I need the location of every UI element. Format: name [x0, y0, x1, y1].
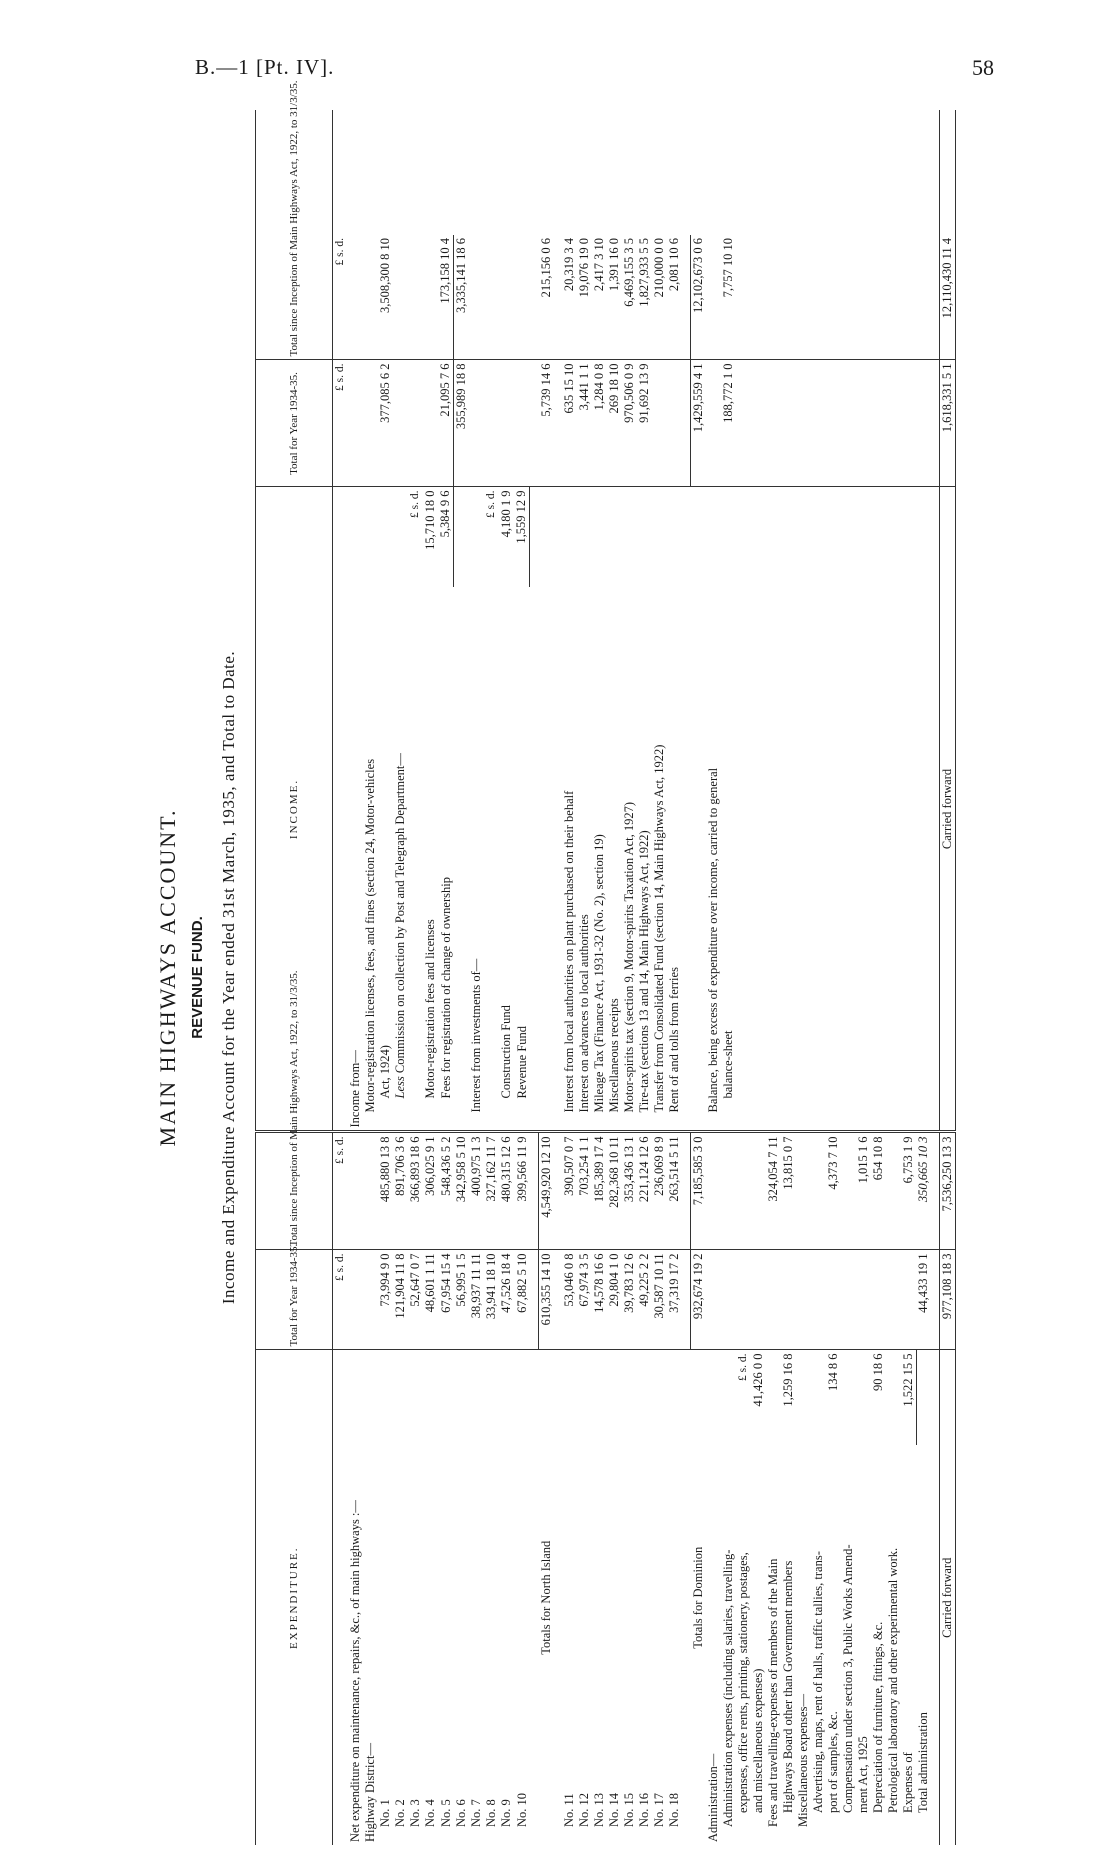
income-line-year: 635 15 10 [562, 360, 577, 487]
table-row [811, 110, 826, 1845]
inc-carried-forward-year: 1,618,331 5 1 [940, 360, 956, 487]
page-number: 58 [972, 55, 994, 80]
district-year: 53,046 0 8 [562, 1250, 577, 1350]
income-line-since: 6,469,155 3 5 [622, 235, 637, 360]
district-label: No. 2 [393, 1799, 407, 1827]
district-year: 56,995 1 5 [454, 1250, 470, 1350]
district-label: No. 4 [423, 1799, 437, 1827]
district-label: No. 1 [378, 1799, 392, 1827]
admin-fees-line1: Fees and travelling-expenses of members of the Main [765, 1558, 780, 1827]
advertising-line1: Advertising, maps, rent of halls, traffic tallies, trans- [810, 1551, 825, 1813]
motor-vehicles-year: 377,085 6 2 [378, 360, 393, 487]
income-line-label: Interest on advances to local authorities [577, 487, 592, 1132]
income-header: INCOME. [256, 487, 333, 1132]
balance-line2: balance-sheet [721, 487, 736, 1132]
district-since: 236,069 8 9 [652, 1132, 667, 1250]
spacer-row [554, 110, 562, 1845]
commission-amount: 15,710 18 0 [423, 490, 437, 550]
admin-salaries-line2: expenses, office rents, printing, stationery, postages, [735, 1552, 750, 1813]
motor-vehicles-line1: Motor-registration licenses, fees, and fines (section 24, Motor-vehicles [363, 487, 378, 1132]
district-label: No. 5 [438, 1799, 453, 1827]
district-label: No. 7 [469, 1799, 483, 1827]
commission-label: Motor-registration fees and licenses [423, 587, 438, 1132]
fund-subtitle: REVENUE FUND. [189, 916, 206, 1039]
less-commission-line [393, 487, 408, 1132]
district-year: 52,647 0 7 [408, 1250, 423, 1350]
commission-label: Fees for registration of change of ownership [438, 587, 454, 1132]
admin-salaries-amount: 41,426 0 0 [750, 1353, 765, 1407]
income-line-label: Tire-tax (sections 13 and 14, Main Highways Act, 1922) [637, 487, 652, 1132]
table-row [826, 110, 841, 1845]
table-row [348, 110, 363, 1845]
admin-total-since: 350,665 10 3 [916, 1132, 931, 1250]
dominion-total-year: 932,674 19 2 [690, 1250, 706, 1350]
district-label: No. 17 [651, 1792, 666, 1827]
fund-amount: 1,559 12 9 [514, 487, 530, 587]
table-row [592, 110, 607, 1845]
table-row [538, 110, 554, 1845]
money-units: £ s. d. [333, 360, 349, 487]
income-line-year [652, 360, 667, 487]
district-label: No. 11 [561, 1793, 576, 1827]
district-label: No. 13 [591, 1792, 606, 1827]
admin-heading: Administration— [705, 1753, 720, 1842]
table-row [841, 110, 856, 1845]
district-label: No. 14 [606, 1792, 621, 1827]
income-line-label: Mileage Tax (Finance Act, 1931-32 (No. 2), section 19) [592, 487, 607, 1132]
exp-carried-forward-since: 7,536,250 13 3 [940, 1132, 956, 1250]
income-line-since: 210,000 0 0 [652, 235, 667, 360]
spacer-row [682, 110, 691, 1845]
motor-vehicles-line2: Act, 1924) [378, 487, 393, 1132]
income-line-since: 20,319 3 4 [562, 235, 577, 360]
account-caption: Income and Expenditure Account for the Year ended 31st March, 1935, and Total to Date. [219, 650, 238, 1305]
admin-fees-since: 13,815 0 7 [781, 1132, 796, 1250]
table-row [514, 110, 530, 1845]
income-line-year: 1,284 0 8 [592, 360, 607, 487]
expenditure-intro: Net expenditure on maintenance, repairs, &c., of main highways :— [348, 1500, 362, 1842]
dominion-total-label: Totals for Dominion [690, 1546, 705, 1649]
table-row [393, 110, 408, 1845]
money-units: £ s. d. [333, 235, 349, 360]
money-units: £ s. d. [333, 1132, 349, 1250]
district-since: 400,975 1 3 [469, 1132, 484, 1250]
income-from-label: Income from— [348, 487, 363, 1132]
admin-combined-since: 324,054 7 11 [766, 1132, 781, 1250]
exp-since-header: Total since Inception of Main Highways Act, 1922, to 31/3/35. [256, 1132, 333, 1250]
table-row [856, 110, 871, 1845]
commission-total-year: 21,095 7 6 [438, 360, 454, 487]
inc-carried-forward-since: 12,110,430 11 4 [940, 235, 956, 360]
table-row [916, 110, 931, 1845]
petrological-since: 6,753 1 9 [901, 1132, 917, 1250]
less-prefix: Less [393, 1076, 407, 1099]
table-row [408, 110, 423, 1845]
admin-fees-line2: Highways Board other than Government members [780, 1560, 795, 1813]
district-since: 548,436 5 2 [438, 1132, 454, 1250]
district-year: 67,974 3 5 [577, 1250, 592, 1350]
admin-total-label: Total administration [916, 1712, 930, 1813]
table-row [751, 110, 766, 1845]
table-row [454, 110, 470, 1845]
compensation-line1: Compensation under section 3, Public Works Amend- [840, 1544, 855, 1813]
admin-salaries-line3: and miscellaneous expenses) [750, 1668, 765, 1813]
income-line-year [667, 360, 682, 487]
income-line-year: 91,692 13 9 [637, 360, 652, 487]
petrological-line2: Expenses of [901, 1752, 915, 1813]
table-row [886, 110, 901, 1845]
petrological-line1: Petrological laboratory and other experimental work. [885, 1547, 900, 1813]
account-title: MAIN HIGHWAYS ACCOUNT. [155, 808, 180, 1147]
district-label: No. 16 [636, 1792, 651, 1827]
income-line-since: 19,076 19 0 [577, 235, 592, 360]
less-text: Commission on collection by Post and Telegraph Department— [393, 753, 407, 1074]
balance-year: 188,772 1 0 [721, 360, 736, 487]
fund-label: Revenue Fund [514, 587, 530, 1132]
district-since: 399,566 11 9 [514, 1132, 530, 1250]
district-since: 703,254 1 1 [577, 1132, 592, 1250]
district-since: 342,958 5 10 [454, 1132, 470, 1250]
district-label: No. 18 [666, 1792, 681, 1827]
income-subtotal-year: 1,429,559 4 1 [690, 360, 706, 487]
north-total-since: 4,549,920 12 10 [538, 1132, 554, 1250]
district-since: 185,389 17 4 [592, 1132, 607, 1250]
advertising-since: 4,373 7 10 [826, 1132, 841, 1250]
table-row [736, 110, 751, 1845]
page-header [195, 55, 994, 85]
money-units: £ s. d. [485, 490, 497, 518]
district-year: 37,319 17 2 [667, 1250, 682, 1350]
account-table [255, 80, 956, 1845]
table-row [438, 110, 454, 1845]
north-total-year: 610,355 14 10 [538, 1250, 554, 1350]
district-label: No. 10 [514, 1792, 529, 1827]
district-year: 14,578 16 6 [592, 1250, 607, 1350]
district-year: 38,937 11 11 [469, 1250, 484, 1350]
income-line-year: 3,441 1 1 [577, 360, 592, 487]
investments-label: Interest from investments of— [469, 487, 484, 1132]
table-row [706, 110, 721, 1845]
inc-year-header: Total for Year 1934-35. [256, 360, 333, 487]
exp-year-header: Total for Year 1934-35. [256, 1250, 333, 1350]
table-row [940, 110, 956, 1845]
commission-amount: 5,384 9 6 [438, 487, 454, 587]
fund-amount: 4,180 1 9 [499, 490, 513, 538]
table-row [378, 110, 393, 1845]
income-line-label: Interest from local authorities on plant purchased on their behalf [562, 487, 577, 1132]
depreciation-amount: 90 18 6 [870, 1353, 885, 1391]
investments-total-year: 5,739 14 6 [538, 360, 554, 487]
district-year: 48,601 1 11 [423, 1250, 438, 1350]
investments-total-since: 215,156 0 6 [538, 235, 554, 360]
north-total-label: Totals for North Island [538, 1540, 553, 1655]
admin-salaries-line1: Administration expenses (including salaries, travelling- [720, 1549, 735, 1827]
table-row [766, 110, 781, 1845]
table-row [484, 110, 499, 1845]
district-year: 67,882 5 10 [514, 1250, 530, 1350]
table-row [499, 110, 514, 1845]
net-total-since: 3,335,141 18 6 [454, 235, 470, 360]
income-line-label: Transfer from Consolidated Fund (section 14, Main Highways Act, 1922) [652, 487, 667, 1132]
expenditure-header: EXPENDITURE. [256, 1350, 333, 1845]
district-since: 891,706 3 6 [393, 1132, 408, 1250]
district-label: No. 8 [484, 1799, 498, 1827]
fund-label: Construction Fund [499, 587, 514, 1132]
table-row [721, 110, 736, 1845]
district-year: 49,225 2 2 [637, 1250, 652, 1350]
district-since: 485,880 13 8 [378, 1132, 393, 1250]
table-row [871, 110, 886, 1845]
rotated-account-page [155, 80, 1035, 1845]
income-line-label: Motor-spirits tax (section 9, Motor-spirits Taxation Act, 1927) [622, 487, 637, 1132]
spacer-row [530, 110, 539, 1845]
district-year: 67,954 15 4 [438, 1250, 454, 1350]
income-line-since: 1,391 16 0 [607, 235, 622, 360]
table-row [796, 110, 811, 1845]
table-row [607, 110, 622, 1845]
district-year: 30,587 10 11 [652, 1250, 667, 1350]
table-row [652, 110, 667, 1845]
table-row [469, 110, 484, 1845]
district-since: 390,507 0 7 [562, 1132, 577, 1250]
district-since: 353,436 13 1 [622, 1132, 637, 1250]
district-label: No. 6 [454, 1799, 468, 1827]
income-line-label: Miscellaneous receipts [607, 487, 622, 1132]
table-row [637, 110, 652, 1845]
misc-heading: Miscellaneous expenses— [795, 1694, 810, 1827]
balance-line1: Balance, being excess of expenditure over income, carried to general [706, 487, 721, 1132]
table-row [363, 110, 378, 1845]
income-line-year: 970,506 0 9 [622, 360, 637, 487]
income-line-since: 2,081 10 6 [667, 235, 682, 360]
compensation-line2: ment Act, 1925 [855, 1736, 870, 1813]
admin-fees-amount: 1,259 16 8 [780, 1353, 795, 1407]
exp-carried-forward-label: Carried forward [940, 1350, 956, 1845]
money-units: £ s. d. [409, 490, 421, 518]
balance-since: 7,757 10 10 [721, 235, 736, 360]
district-since: 263,514 5 11 [667, 1132, 682, 1250]
commission-total-since: 173,158 10 4 [438, 235, 454, 360]
depreciation-since: 654 10 8 [871, 1132, 886, 1250]
district-label: No. 9 [499, 1799, 513, 1827]
district-since: 327,162 11 7 [484, 1132, 499, 1250]
district-since: 282,368 10 11 [607, 1132, 622, 1250]
table-row [690, 110, 706, 1845]
net-total-year: 355,989 18 8 [454, 360, 470, 487]
income-line-since: 2,417 3 10 [592, 235, 607, 360]
depreciation-line: Depreciation of furniture, fittings, &c. [870, 1621, 885, 1813]
money-row [333, 110, 349, 1845]
report-code: B.—1 [Pt. IV]. [195, 55, 335, 79]
district-year: 121,904 11 8 [393, 1250, 408, 1350]
exp-carried-forward-year: 977,108 18 3 [940, 1250, 956, 1350]
district-since: 366,893 18 6 [408, 1132, 423, 1250]
district-year: 33,941 18 10 [484, 1250, 499, 1350]
inc-since-header: Total since Inception of Main Highways Act, 1922, to 31/3/35. [256, 235, 333, 360]
header-row [256, 110, 333, 1845]
income-line-since: 1,827,933 5 5 [637, 235, 652, 360]
district-year: 29,804 1 0 [607, 1250, 622, 1350]
district-year: 47,526 18 4 [499, 1250, 514, 1350]
district-year: 39,783 12 6 [622, 1250, 637, 1350]
table-row [901, 110, 917, 1845]
compensation-since: 1,015 1 6 [856, 1132, 871, 1250]
table-row [781, 110, 796, 1845]
advertising-amount: 134 8 6 [825, 1353, 840, 1391]
advertising-line2: port of samples, &c. [825, 1711, 840, 1813]
table-row [667, 110, 682, 1845]
money-units: £ s. d. [736, 1353, 749, 1381]
district-label: No. 3 [408, 1799, 422, 1827]
district-year: 73,994 9 0 [378, 1250, 393, 1350]
table-row [622, 110, 637, 1845]
income-subtotal-since: 12,102,673 0 6 [690, 235, 706, 360]
inc-carried-forward-label: Carried forward [940, 487, 956, 1132]
spacer-row [931, 110, 940, 1845]
district-label: No. 12 [576, 1792, 591, 1827]
motor-vehicles-since: 3,508,300 8 10 [378, 235, 393, 360]
district-since: 221,124 12 6 [637, 1132, 652, 1250]
district-label: No. 15 [621, 1792, 636, 1827]
district-label: Highway District— [363, 1743, 377, 1842]
dominion-total-since: 7,185,585 3 0 [690, 1132, 706, 1250]
money-units: £ s. d. [333, 1250, 349, 1350]
petrological-amount: 1,522 15 5 [901, 1350, 917, 1445]
table-row [562, 110, 577, 1845]
income-line-year: 269 18 10 [607, 360, 622, 487]
admin-total-year: 44,433 19 1 [916, 1250, 931, 1350]
district-since: 480,315 12 6 [499, 1132, 514, 1250]
compensation-amount [856, 1350, 871, 1445]
income-line-label: Rent of and tolls from ferries [667, 487, 682, 1132]
table-row [577, 110, 592, 1845]
table-row [423, 110, 438, 1845]
district-since: 306,025 9 1 [423, 1132, 438, 1250]
